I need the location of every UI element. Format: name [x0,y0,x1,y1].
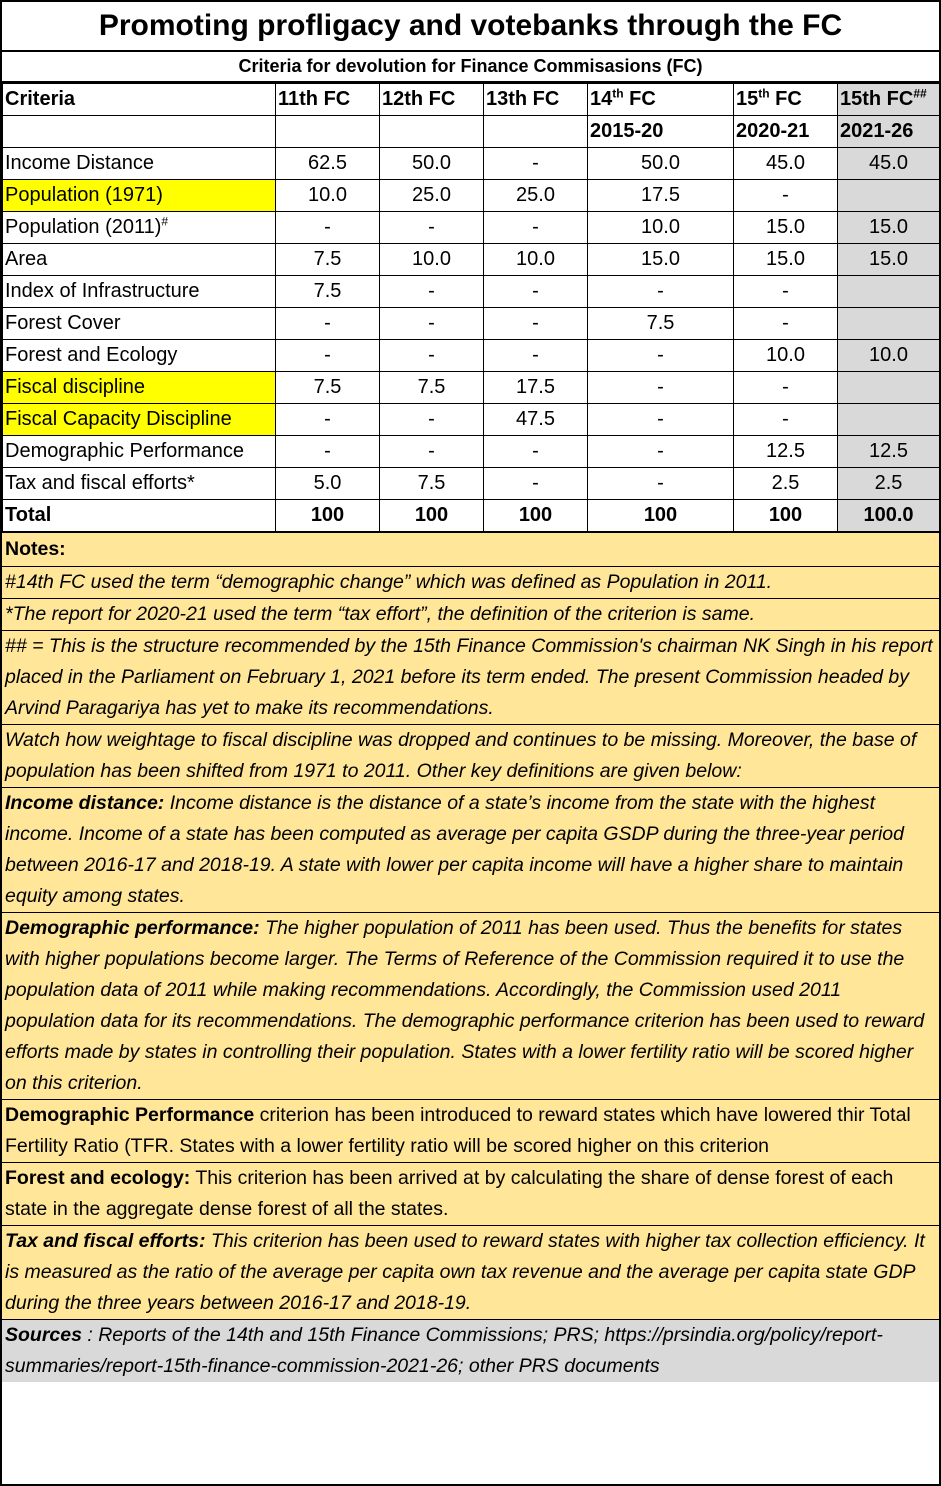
table-row [3,244,940,276]
years-15th-fc-final: 2021-26 [838,116,940,148]
table-cell: 12.5 [734,436,838,468]
header-15th-fc-final: 15th FC## [838,84,940,116]
header-12th-fc: 12th FC [380,84,484,116]
table-cell: - [734,404,838,436]
criteria-label: Fiscal discipline [3,372,276,404]
table-cell: 7.5 [588,308,734,340]
table-row [3,436,940,468]
table-cell: - [276,436,380,468]
table-cell: 100 [484,500,588,532]
table-row [3,468,940,500]
years-15th-fc: 2020-21 [734,116,838,148]
criteria-label: Tax and fiscal efforts* [3,468,276,500]
table-cell: - [734,276,838,308]
header-row [3,84,940,116]
table-row [3,404,940,436]
table-cell: 10.0 [380,244,484,276]
table-row [3,212,940,244]
table-cell: - [588,276,734,308]
table-cell: 15.0 [588,244,734,276]
table-cell: 7.5 [276,372,380,404]
criteria-label: Population (1971) [3,180,276,212]
table-cell: - [380,340,484,372]
table-cell: 17.5 [484,372,588,404]
table-row [3,148,940,180]
table-cell: 62.5 [276,148,380,180]
definition-forest-ecology: Forest and ecology: This criterion has been arrived at by calculating the share of dense forest of each state in the aggregate dense forest of all the states. [2,1163,939,1226]
table-cell: 100 [588,500,734,532]
table-cell: - [588,436,734,468]
definition-income-distance: Income distance: Income distance is the distance of a state’s income from the state with the highest income. Income of a state has been computed as average per capita GSDP during the three-year period between 2016-17 and 2018-19. A state with lower per capita income will have a higher share to maintain equity among states. [2,788,939,913]
notes-heading: Notes: [2,533,939,567]
table-cell: - [734,372,838,404]
table-cell [838,308,940,340]
table-cell: - [380,404,484,436]
table-cell: - [484,276,588,308]
table-cell [838,180,940,212]
table-cell: 47.5 [484,404,588,436]
table-cell: 7.5 [380,468,484,500]
table-cell [838,404,940,436]
table-cell: - [380,436,484,468]
table-cell: - [484,340,588,372]
table-cell: - [276,340,380,372]
note-tax-effort: *The report for 2020-21 used the term “tax effort”, the definition of the criterion is same. [2,599,939,631]
definition-demographic-performance-2: Demographic Performance criterion has been introduced to reward states which have lowered thir Total Fertility Ratio (TFR. States with a lower fertility ratio will be scored higher on this criterion [2,1100,939,1163]
table-cell: 25.0 [380,180,484,212]
header-14th-fc: 14th FC [588,84,734,116]
table-row [3,308,940,340]
criteria-label: Demographic Performance [3,436,276,468]
criteria-table [2,83,940,533]
table-cell: 100.0 [838,500,940,532]
table-cell: 10.0 [276,180,380,212]
table-cell: - [484,468,588,500]
note-weightage: Watch how weightage to fiscal discipline was dropped and continues to be missing. Moreover, the base of population has been shifted from 1971 to 2011. Other key definitions are given below: [2,725,939,788]
table-cell: - [484,308,588,340]
table-cell: - [588,372,734,404]
table-cell: 45.0 [838,148,940,180]
table-cell: - [588,404,734,436]
criteria-label: Index of Infrastructure [3,276,276,308]
table-cell: - [380,212,484,244]
table-cell: - [380,276,484,308]
table-cell: - [484,212,588,244]
table-row [3,276,940,308]
table-cell: 7.5 [380,372,484,404]
note-14th-fc: #14th FC used the term “demographic change” which was defined as Population in 2011. [2,567,939,599]
definition-tax-fiscal-efforts: Tax and fiscal efforts: This criterion has been used to reward states with higher tax collection efficiency. It is measured as the ratio of the average per capita own tax revenue and the average per capita state GDP during the three years between 2016-17 and 2018-19. [2,1226,939,1320]
table-row [3,340,940,372]
table-row [3,180,940,212]
header-years-row [3,116,940,148]
table-cell: 10.0 [588,212,734,244]
table-subtitle: Criteria for devolution for Finance Commisasions (FC) [2,52,939,83]
criteria-label: Forest and Ecology [3,340,276,372]
definition-demographic-performance: Demographic performance: The higher population of 2011 has been used. Thus the benefits for states with higher populations become larger. The Terms of Reference of the Commission required it to use the population data of 2011 while making recommendations. Accordingly, the Commission used 2011 population data for its recommendations. The demographic performance criterion has been used to reward efforts made by states in controlling their population. States with a lower fertility ratio will be scored higher on this criterion. [2,913,939,1100]
table-cell: - [276,212,380,244]
table-cell: 50.0 [588,148,734,180]
table-cell: - [588,468,734,500]
note-15th-fc-structure: ## = This is the structure recommended by the 15th Finance Commission's chairman NK Singh in his report placed in the Parliament on February 1, 2021 before its term ended. The present Commission headed by Arvind Paragariya has yet to make its recommendations. [2,631,939,725]
table-cell [838,372,940,404]
sources: Sources : Reports of the 14th and 15th Finance Commissions; PRS; https://prsindia.org/policy/report-summaries/report-15th-finance-commission-2021-26; other PRS documents [2,1320,939,1382]
table-cell: 7.5 [276,276,380,308]
table-cell: - [588,340,734,372]
table-cell: 15.0 [734,244,838,276]
header-11th-fc: 11th FC [276,84,380,116]
criteria-label: Fiscal Capacity Discipline [3,404,276,436]
criteria-label: Population (2011)# [3,212,276,244]
table-row [3,500,940,532]
table-cell: 10.0 [484,244,588,276]
table-cell: 2.5 [838,468,940,500]
table-cell: 7.5 [276,244,380,276]
table-cell: - [276,308,380,340]
header-criteria: Criteria [3,84,276,116]
table-row [3,372,940,404]
years-14th-fc: 2015-20 [588,116,734,148]
table-cell: 15.0 [734,212,838,244]
table-cell: - [484,148,588,180]
table-cell [838,276,940,308]
header-15th-fc: 15th FC [734,84,838,116]
table-cell: - [380,308,484,340]
criteria-label: Income Distance [3,148,276,180]
table-cell: 100 [380,500,484,532]
table-cell: 10.0 [838,340,940,372]
table-cell: - [734,180,838,212]
table-cell: 15.0 [838,244,940,276]
table-cell: 10.0 [734,340,838,372]
table-cell: 2.5 [734,468,838,500]
page-title: Promoting profligacy and votebanks through the FC [2,2,939,52]
table-cell: 50.0 [380,148,484,180]
table-cell: - [276,404,380,436]
table-cell: 17.5 [588,180,734,212]
table-cell: - [484,436,588,468]
header-13th-fc: 13th FC [484,84,588,116]
criteria-label: Total [3,500,276,532]
criteria-label: Area [3,244,276,276]
criteria-label: Forest Cover [3,308,276,340]
table-cell: 5.0 [276,468,380,500]
table-cell: 100 [276,500,380,532]
table-cell: 100 [734,500,838,532]
table-cell: 12.5 [838,436,940,468]
table-cell: 45.0 [734,148,838,180]
table-cell: - [734,308,838,340]
table-cell: 15.0 [838,212,940,244]
table-cell: 25.0 [484,180,588,212]
notes-section [2,533,939,1382]
